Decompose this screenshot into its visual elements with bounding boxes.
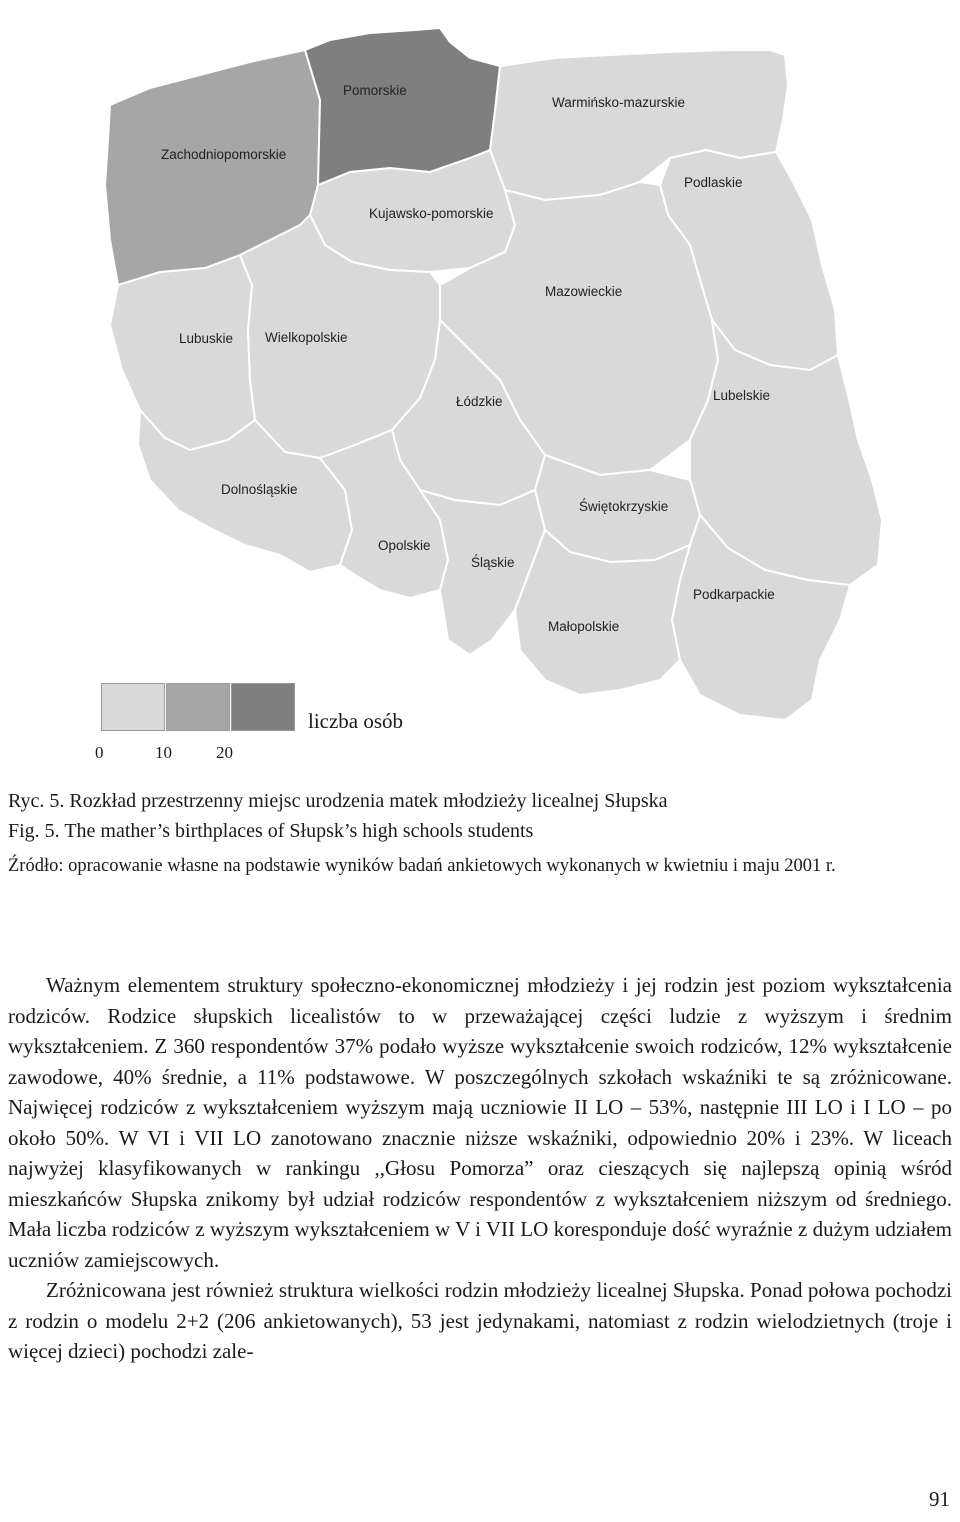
label-dolnoslaskie: Dolnośląskie [221, 482, 298, 497]
figure-caption-pl: Ryc. 5. Rozkład przestrzenny miejsc urodzenia matek młodzieży licealnej Słupska [8, 790, 668, 812]
legend-title: liczba osób [308, 709, 404, 733]
label-lubelskie: Lubelskie [713, 388, 771, 403]
label-lodzkie: Łódzkie [456, 394, 503, 409]
label-slaskie: Śląskie [471, 555, 515, 570]
label-pomorskie: Pomorskie [343, 83, 407, 98]
legend-tick-10: 10 [155, 743, 172, 762]
label-warminsko-mazurskie: Warmińsko-mazurskie [552, 95, 686, 110]
label-wielkopolskie: Wielkopolskie [265, 330, 348, 345]
legend-swatch-0 [101, 683, 165, 731]
label-podkarpackie: Podkarpackie [693, 587, 775, 602]
legend-swatch-10 [166, 683, 230, 731]
paragraph: Zróżnicowana jest również struktura wielkości rodzin młodzieży licealnej Słupska. Ponad połowa pochodzi z rodzin o modelu 2+2 (206 ankietowanych), 53 jest jedynakami, natomiast z rodzin wielodzietnych (troje i więcej dzieci) pochodzi zale- [8, 1278, 952, 1363]
label-malopolskie: Małopolskie [548, 619, 620, 634]
legend-swatch-20 [231, 683, 295, 731]
label-zachodniopomorskie: Zachodniopomorskie [161, 147, 287, 162]
legend-tick-20: 20 [216, 743, 233, 762]
legend-tick-0: 0 [95, 743, 104, 762]
label-swietokrzyskie: Świętokrzyskie [579, 499, 669, 514]
figure-caption-en: Fig. 5. The mather’s birthplaces of Słupsk’s high schools students [8, 820, 534, 842]
body-text [8, 970, 952, 1367]
page-number: 91 [929, 1487, 950, 1511]
label-podlaskie: Podlaskie [684, 175, 743, 190]
paragraph: Ważnym elementem struktury społeczno-ekonomicznej młodzieży i jej rodzin jest poziom wykształcenia rodziców. Rodzice słupskich licealistów to w przeważającej części ludzie z wyższym i średnim wykształceniem. Z 360 respondentów 37% podało wyższe wykształcenie swoich rodziców, 12% wykształcenie zawodowe, 40% średnie, a 11% podstawowe. W poszczególnych szkołach wskaźniki te są zróżnicowane. Najwięcej rodziców z wykształceniem wyższym mają uczniowie II LO – 53%, następnie III LO i I LO – po około 50%. W VI i VII LO zanotowano znacznie niższe wskaźniki, odpowiednio 20% i 23%. W liceach najwyżej klasyfikowanych w rankingu ,,Głosu Pomorza” oraz cieszących się najlepszą opinią wśród mieszkańców Słupska znikomy był udział rodziców respondentów z wykształceniem niższym od średniego. Mała liczba rodziców z wyższym wykształceniem w V i VII LO koresponduje dość wyraźnie z dużym udziałem uczniów zamiejscowych. [8, 973, 952, 1272]
label-kujawsko-pomorskie: Kujawsko-pomorskie [369, 206, 494, 221]
label-lubuskie: Lubuskie [179, 331, 234, 346]
label-opolskie: Opolskie [378, 538, 431, 553]
figure-source: Źródło: opracowanie własne na podstawie wyników badań ankietowych wykonanych w kwietniu i maju 2001 r. [8, 856, 836, 876]
region-lubuskie [110, 255, 255, 450]
label-mazowieckie: Mazowieckie [545, 284, 623, 299]
